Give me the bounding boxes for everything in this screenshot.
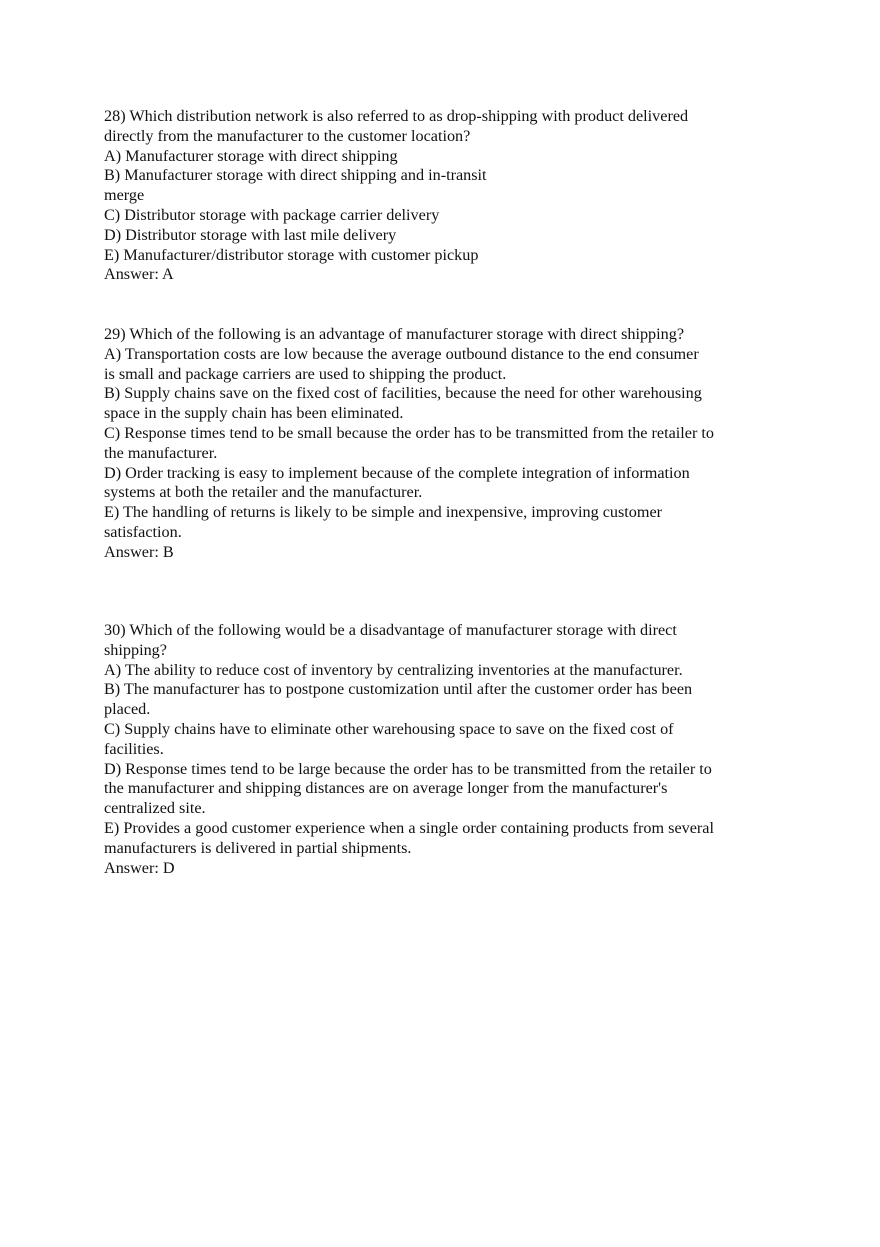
answer: Answer: B [104,542,174,561]
question-text: directly from the manufacturer to the customer location? [104,126,471,145]
option-b: B) Supply chains save on the fixed cost of facilities, because the need for other warehousing [104,384,702,403]
option-b: space in the supply chain has been eliminated. [104,404,404,423]
option-b: B) Manufacturer storage with direct shipping and in-transit [104,166,487,185]
option-b: placed. [104,700,151,719]
option-d: the manufacturer and shipping distances are on average longer from the manufacturer's [104,779,668,798]
option-d: centralized site. [104,799,206,818]
question-29 [104,325,764,563]
option-c: C) Distributor storage with package carrier delivery [104,205,440,224]
option-c: C) Response times tend to be small because the order has to be transmitted from the retailer to [104,423,715,442]
question-text: 29) Which of the following is an advantage of manufacturer storage with direct shipping? [104,325,685,343]
option-a: A) Manufacturer storage with direct shipping [104,146,398,165]
option-a: A) Transportation costs are low because the average outbound distance to the end consumer [104,344,699,363]
option-d: D) Order tracking is easy to implement because of the complete integration of information [104,463,690,482]
question-text: shipping? [104,640,167,659]
option-c: facilities. [104,739,164,758]
option-d: D) Response times tend to be large because the order has to be transmitted from the retailer to [104,759,712,778]
option-c: the manufacturer. [104,443,218,462]
option-e: E) Provides a good customer experience when a single order containing products from several [104,818,714,837]
option-a: A) The ability to reduce cost of inventory by centralizing inventories at the manufacturer. [104,660,683,679]
option-e: manufacturers is delivered in partial shipments. [104,838,412,857]
option-a: is small and package carriers are used to shipping the product. [104,364,507,383]
option-e: E) The handling of returns is likely to be simple and inexpensive, improving customer [104,503,663,522]
option-b: merge [104,186,145,205]
option-d: D) Distributor storage with last mile delivery [104,225,397,244]
answer: Answer: A [104,265,174,284]
question-30 [104,621,764,878]
question-28 [104,107,764,285]
option-d: systems at both the retailer and the manufacturer. [104,483,423,502]
question-text: 30) Which of the following would be a disadvantage of manufacturer storage with direct [104,621,677,639]
option-e: satisfaction. [104,522,182,541]
option-c: C) Supply chains have to eliminate other warehousing space to save on the fixed cost of [104,719,674,738]
option-b: B) The manufacturer has to postpone customization until after the customer order has been [104,680,693,699]
option-e: E) Manufacturer/distributor storage with customer pickup [104,245,479,264]
question-text: 28) Which distribution network is also referred to as drop-shipping with product delivered [104,107,689,125]
answer: Answer: D [104,858,175,877]
